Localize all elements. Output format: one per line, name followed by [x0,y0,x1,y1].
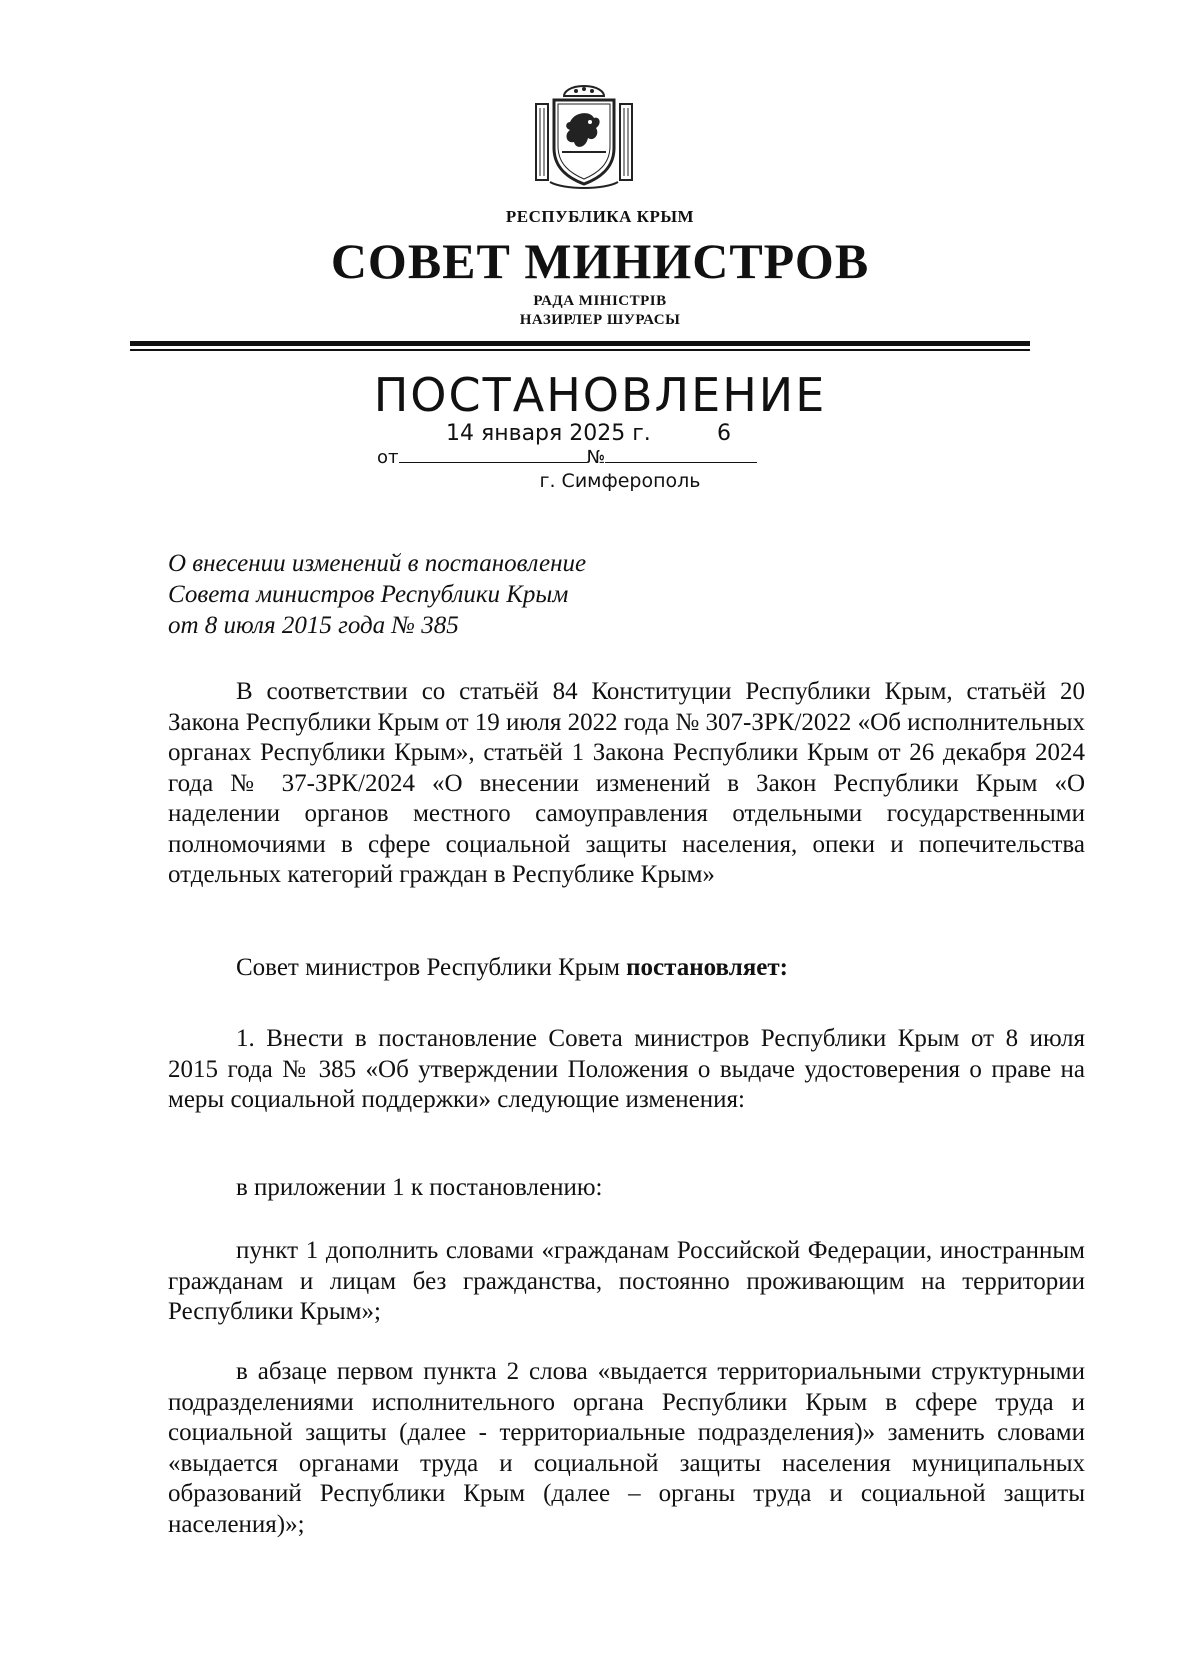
title-line: О внесении изменений в постановление [168,550,587,577]
coat-of-arms-emblem [530,82,638,192]
paragraph-text: Совет министров Республики Крым [236,954,627,981]
preamble-paragraph [168,677,1085,891]
date-number-line [377,446,757,468]
title-line: от 8 июля 2015 года № 385 [168,612,459,639]
resolves-keyword: постановляет: [626,954,788,981]
republic-label: РЕСПУБЛИКА КРЫМ [505,207,695,226]
paragraph-text: 1. Внести в постановление Совета министров Республики Крым от 8 июля 2015 года № 385 «Об утверждении Положения о выдаче удостоверения о праве на меры социальной поддержки» следующие изменения: [168,1025,1085,1113]
number-label: № [586,447,606,468]
city-label: г. Симферополь [539,470,701,492]
paragraph-text: в абзаце первом пункта 2 слова «выдается территориальными структурными подразделениями исполнительного органа Республики Крым в сфере труда и социальной защиты (далее - территориальные подразделения)» заменить словами «выдается органами труда и социальной защиты населения муниципальных образований Республики Крым (далее – органы труда и социальной защиты населения)»; [168,1358,1085,1538]
date-underline [399,446,587,463]
header-divider-thick [130,341,1030,346]
resolution-paragraph [168,953,1085,984]
from-label: от [377,447,399,468]
decree-date: 14 января 2025 г. [446,421,651,446]
document-type: ПОСТАНОВЛЕНИЕ [373,368,827,422]
point-1-amendment-paragraph [168,1236,1085,1328]
paragraph-text: В соответствии со статьёй 84 Конституции Республики Крым, статьёй 20 Закона Республики Крым от 19 июля 2022 года № 307-ЗРК/2022 «Об исполнительных органах Республики Крым», статьёй 1 Закона Республики Крым от 26 декабря 2024 года № 37-ЗРК/2024 «О внесении изменений в Закон Республики Крым «О наделении органов местного самоуправления отдельными государственными полномочиями в сфере социальной защиты населения, опеки и попечительства отдельных категорий граждан в Республике Крым» [168,678,1085,888]
clause-1-paragraph [168,1024,1085,1116]
number-underline [605,446,757,463]
paragraph-text: пункт 1 дополнить словами «гражданам Российской Федерации, иностранным гражданам и лицам без гражданства, постоянно проживающим на территории Республики Крым»; [168,1237,1085,1325]
council-title-crimean-tatar: НАЗИРЛЕР ШУРАСЫ [519,312,681,328]
council-title: СОВЕТ МИНИСТРОВ [330,233,870,289]
title-line: Совета министров Республики Крым [168,581,569,608]
paragraph-text: в приложении 1 к постановлению: [236,1174,603,1201]
annex-paragraph [168,1173,1085,1204]
point-2-amendment-paragraph [168,1357,1085,1540]
decree-number: 6 [717,421,731,446]
decree-title [168,548,586,641]
header-divider-thin [130,349,1030,351]
council-title-ukrainian: РАДА МІНІСТРІВ [533,293,667,309]
